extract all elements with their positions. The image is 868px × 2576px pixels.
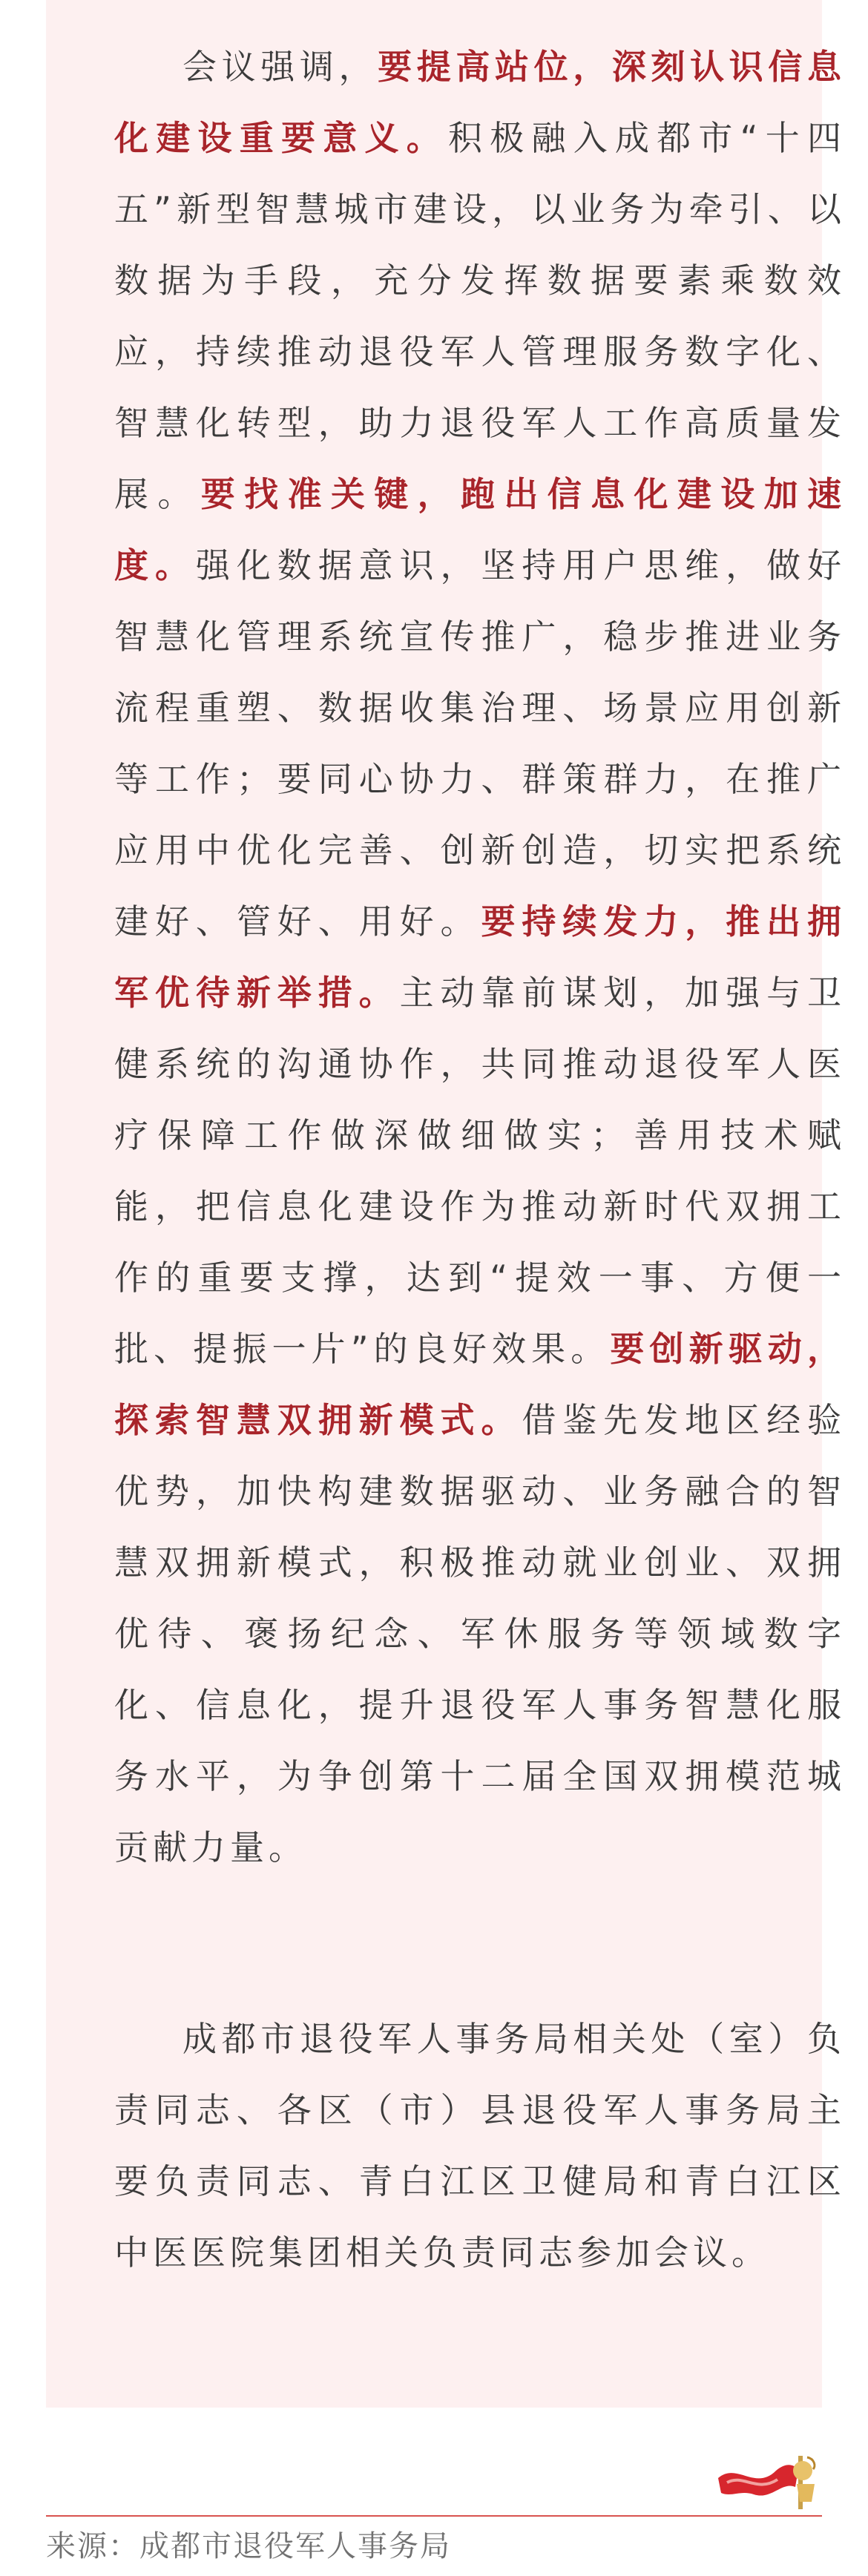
emphasis-heading-2: 要找准关键，跑出信息化建设加速度。 [114,474,846,585]
paragraph-1-segment: 借鉴先发地区经验优势，加快构建数据驱动、业务融合的智慧双拥新模式，积极推动就业创业、双拥优待、褒扬纪念、军休服务等领域数字化、信息化，提升退役军人事务智慧化服务水平，为争创第十二届全国双拥模范城贡献力量。 [114,1400,846,1867]
paragraph-1-segment: 会议强调， [183,47,378,87]
footer-divider [46,2515,822,2517]
article-paragraph-1 [114,31,846,1883]
paragraph-1-segment: 积极融入成都市“十四五”新型智慧城市建设，以业务为牵引、以数据为手段，充分发挥数据要素乘数效应，持续推动退役军人管理服务数字化、智慧化转型，助力退役军人工作高质量发展。 [114,118,846,514]
paragraph-1-segment: 主动靠前谋划，加强与卫健系统的沟通协作，共同推动退役军人医疗保障工作做深做细做实；善用技术赋能，把信息化建设作为推动新时代双拥工作的重要支撑，达到“提效一事、方便一批、提振一片”的良好效果。 [114,973,846,1369]
article-paragraph-2: 成都市退役军人事务局相关处（室）负责同志、各区（市）县退役军人事务局主要负责同志、青白江区卫健局和青白江区中医医院集团相关负责同志参加会议。 [114,2019,846,2273]
emphasis-heading-3: 要持续发力，推出拥军优待新举措。 [114,901,846,1013]
article-panel [46,0,846,2408]
emphasis-heading-4: 要创新驱动，探索智慧双拥新模式。 [114,1329,846,1440]
red-flag-icon [711,2448,822,2515]
source-credit: 来源：成都市退役军人事务局 [46,2529,451,2563]
emphasis-heading-1: 要提高站位，深刻认识信息化建设重要意义。 [114,47,846,158]
paragraph-1-segment: 强化数据意识，坚持用户思维，做好智慧化管理系统宣传推广，稳步推进业务流程重塑、数据收集治理、场景应用创新等工作；要同心协力、群策群力，在推广应用中优化完善、创新创造，切实把系统建好、管好、用好。 [114,545,846,942]
